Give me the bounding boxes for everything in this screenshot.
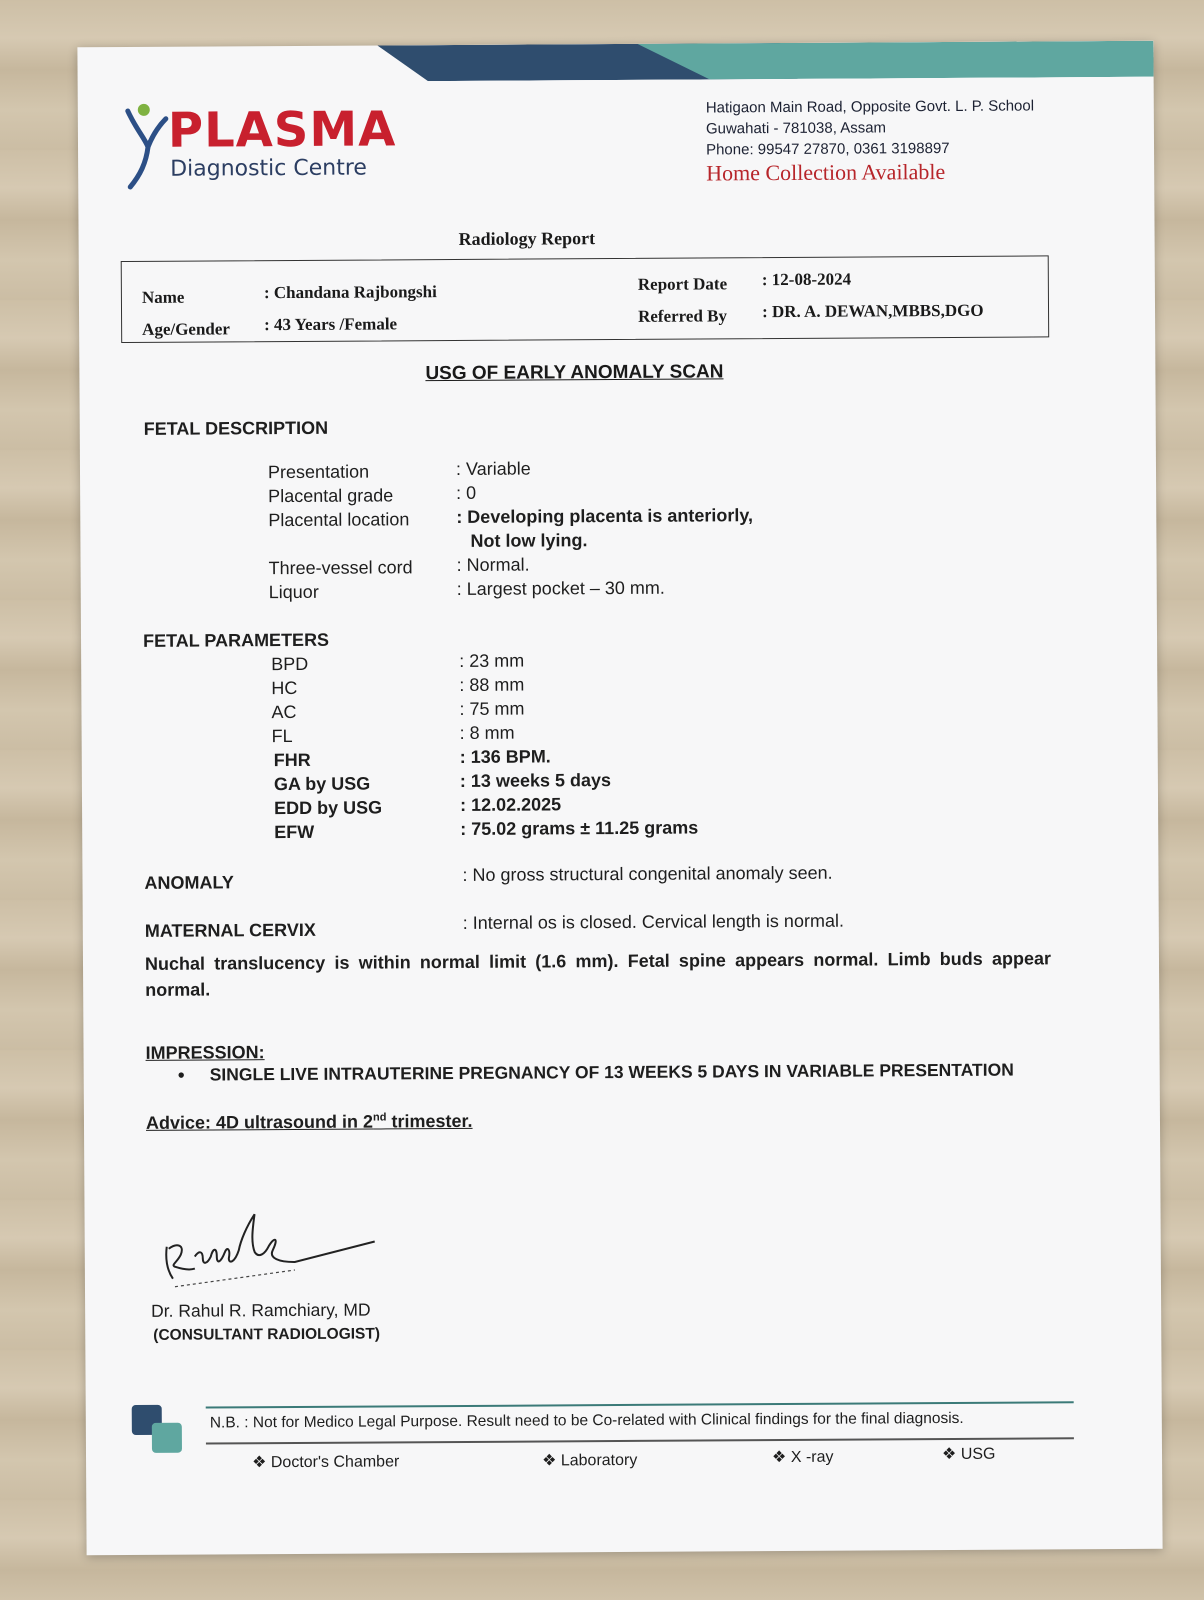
maternal-cervix-value: : Internal os is closed. Cervical length is normal.	[462, 910, 844, 933]
age-value: : 43 Years /Female	[264, 314, 398, 335]
doctor-title: (CONSULTANT RADIOLOGIST)	[153, 1325, 381, 1344]
maternal-cervix-label: MATERNAL CERVIX	[144, 919, 316, 941]
advice-prefix: Advice: 4D ultrasound in 2	[145, 1111, 374, 1133]
referred-label: Referred By	[638, 306, 728, 326]
service-xray: ❖ X -ray	[771, 1448, 834, 1467]
impression-heading: IMPRESSION:	[145, 1042, 265, 1063]
advice-line	[146, 1111, 473, 1134]
footer-note: N.B. : Not for Medico Legal Purpose. Result need to be Co-related with Clinical findings for the final diagnosis.	[209, 1409, 964, 1432]
liquor-label: Liquor	[268, 581, 319, 603]
fetal-parameters-heading: FETAL PARAMETERS	[142, 629, 330, 651]
three-vessel-cord-value: : Normal.	[456, 554, 530, 575]
liquor-value: : Largest pocket – 30 mm.	[456, 577, 665, 599]
report-title: Radiology Report	[458, 228, 596, 249]
bpd-value: : 23 mm	[459, 650, 525, 671]
bullet-icon: •	[177, 1064, 185, 1087]
edd-value: : 12.02.2025	[459, 794, 562, 815]
brand-name: PLASMA	[167, 101, 397, 159]
service-usg: ❖ USG	[941, 1445, 996, 1464]
presentation-label: Presentation	[267, 461, 370, 483]
address-block	[705, 95, 1035, 186]
nuchal-paragraph: Nuchal translucency is within normal limit (1.6 mm). Fetal spine appears normal. Limb buds appear normal.	[144, 948, 1052, 1000]
report-date-label: Report Date	[637, 274, 728, 294]
fl-value: : 8 mm	[459, 722, 515, 743]
efw-label: EFW	[274, 821, 315, 843]
signature-block	[154, 1205, 395, 1300]
brand-subtitle: Diagnostic Centre	[170, 155, 367, 182]
footer-line-bottom	[206, 1437, 1074, 1444]
anomaly-value: : No gross structural congenital anomaly seen.	[462, 862, 833, 885]
service-laboratory: ❖ Laboratory	[541, 1451, 638, 1470]
advice-suffix: trimester.	[386, 1110, 473, 1132]
ac-label: AC	[271, 701, 297, 723]
fetal-description-heading: FETAL DESCRIPTION	[143, 417, 329, 439]
three-vessel-cord-label: Three-vessel cord	[268, 557, 413, 579]
address-line-2: Guwahati - 781038, Assam	[705, 119, 887, 138]
ga-label: GA by USG	[273, 773, 371, 795]
age-label: Age/Gender	[142, 319, 231, 339]
placental-location-value-2: Not low lying.	[470, 530, 588, 551]
phone-line: Phone: 99547 27870, 0361 3198897	[705, 139, 950, 159]
home-collection: Home Collection Available	[706, 159, 946, 186]
name-value: : Chandana Rajbongshi	[263, 282, 437, 303]
referred-value: : DR. A. DEWAN,MBBS,DGO	[761, 300, 984, 322]
fhr-value: : 136 BPM.	[459, 746, 551, 767]
plasma-logo	[122, 99, 413, 193]
placental-grade-value: : 0	[456, 482, 477, 503]
placental-grade-label: Placental grade	[268, 485, 394, 507]
fhr-label: FHR	[273, 749, 311, 771]
advice-sup: nd	[372, 1111, 387, 1124]
hc-value: : 88 mm	[459, 674, 525, 695]
placental-location-label: Placental location	[268, 509, 410, 531]
impression-item: SINGLE LIVE INTRAUTERINE PREGNANCY OF 13 WEEKS 5 DAYS IN VARIABLE PRESENTATION	[209, 1059, 1014, 1085]
presentation-value: : Variable	[455, 458, 531, 479]
footer-line-top	[206, 1401, 1074, 1408]
figure-logo-icon	[122, 101, 173, 193]
patient-info-box	[121, 255, 1049, 343]
placental-location-value: : Developing placenta is anteriorly,	[456, 505, 754, 527]
fl-label: FL	[271, 725, 293, 747]
edd-label: EDD by USG	[273, 797, 383, 819]
ac-value: : 75 mm	[459, 698, 525, 719]
report-date-value: : 12-08-2024	[761, 269, 852, 290]
anomaly-label: ANOMALY	[144, 872, 234, 893]
scan-title: USG OF EARLY ANOMALY SCAN	[425, 361, 724, 385]
ga-value: : 13 weeks 5 days	[459, 770, 612, 791]
service-doctors-chamber: ❖ Doctor's Chamber	[252, 1453, 400, 1472]
hc-label: HC	[271, 677, 298, 699]
signature-image	[154, 1205, 395, 1296]
footer-square-teal	[152, 1423, 182, 1453]
address-line-1: Hatigaon Main Road, Opposite Govt. L. P. School	[705, 97, 1035, 117]
report-page	[77, 41, 1162, 1556]
doctor-name: Dr. Rahul R. Ramchiary, MD	[151, 1299, 371, 1321]
header-band-teal	[637, 41, 1153, 80]
bpd-label: BPD	[271, 653, 309, 675]
efw-value: : 75.02 grams ± 11.25 grams	[460, 817, 699, 839]
name-label: Name	[141, 287, 185, 307]
